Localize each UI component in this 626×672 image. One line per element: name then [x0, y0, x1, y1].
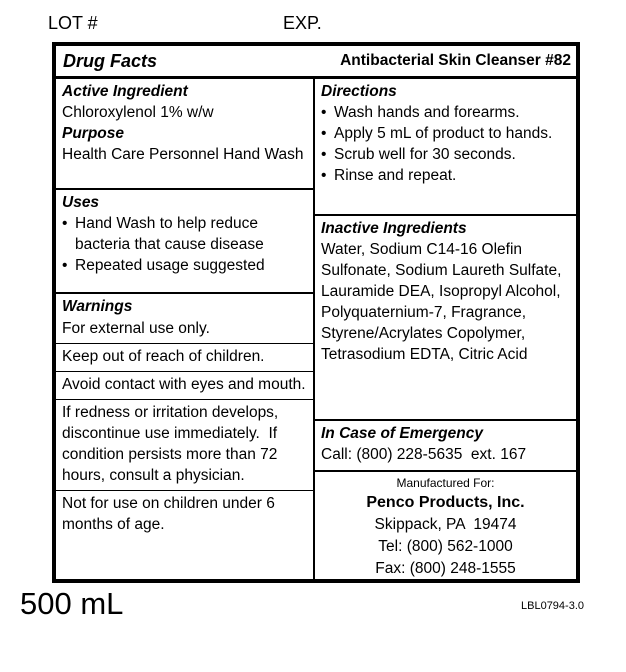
bullet-icon: • [62, 257, 68, 274]
uses-item [56, 213, 313, 255]
facts-columns [56, 79, 576, 579]
active-ingredient-section [56, 79, 313, 190]
drug-facts-header [56, 46, 576, 79]
directions-item [315, 102, 576, 123]
drug-facts-box [52, 42, 580, 583]
manufacturer-fax: Fax: (800) 248-1555 [375, 560, 516, 577]
directions-item-text: Rinse and repeat. [334, 167, 457, 184]
manufacturer-tel: Tel: (800) 562-1000 [378, 538, 513, 555]
uses-item-text: Hand Wash to help reduce bacteria that cause disease [75, 215, 264, 253]
directions-item [315, 144, 576, 165]
uses-item-text: Repeated usage suggested [75, 257, 265, 274]
emergency-section [315, 421, 576, 472]
bullet-icon: • [321, 167, 327, 184]
purpose-heading: Purpose [62, 125, 125, 142]
manufacturer-name: Penco Products, Inc. [366, 494, 525, 511]
directions-section [315, 79, 576, 216]
lot-label: LOT # [48, 13, 98, 33]
lot-exp-row [48, 13, 568, 34]
purpose-value: Health Care Personnel Hand Wash [62, 146, 304, 163]
directions-item [315, 165, 576, 186]
directions-item-text: Wash hands and forearms. [334, 104, 520, 121]
inactive-ingredients-heading: Inactive Ingredients [321, 220, 467, 237]
directions-heading: Directions [321, 83, 397, 100]
directions-item [315, 123, 576, 144]
bullet-icon: • [321, 125, 327, 142]
warning-statement: If redness or irritation develops, discontinue use immediately. If condition persists more than 72 hours, consult a physician. [56, 399, 313, 489]
uses-heading: Uses [62, 194, 100, 211]
label-code: LBL0794-3.0 [521, 600, 584, 612]
bullet-icon: • [62, 215, 68, 232]
bullet-icon: • [321, 146, 327, 163]
warnings-section [56, 294, 313, 579]
warning-statement: Keep out of reach of children. [56, 343, 313, 370]
directions-item-text: Apply 5 mL of product to hands. [334, 125, 553, 142]
left-column [56, 79, 315, 579]
active-ingredient-heading: Active Ingredient [62, 83, 188, 100]
warning-statement: For external use only. [62, 320, 210, 337]
uses-section [56, 190, 313, 294]
manufacturer-address: Skippack, PA 19474 [374, 516, 517, 533]
warnings-heading: Warnings [62, 298, 133, 315]
net-contents: 500 mL [20, 586, 124, 621]
inactive-ingredients-section [315, 216, 576, 421]
inactive-ingredients-text: Water, Sodium C14-16 Olefin Sulfonate, Sodium Laureth Sulfate, Lauramide DEA, Isopropyl Alcohol, Polyquaternium-7, Fragrance, Styrene/Acrylates Copolymer, Tetrasodium EDTA, Citric Acid [321, 241, 566, 363]
emergency-heading: In Case of Emergency [321, 425, 483, 442]
manufactured-for-label: Manufactured For: [396, 476, 495, 490]
bullet-icon: • [321, 104, 327, 121]
active-ingredient-value: Chloroxylenol 1% w/w [62, 104, 214, 121]
warning-statement: Not for use on children under 6 months of age. [56, 490, 313, 538]
uses-item [56, 255, 313, 276]
directions-item-text: Scrub well for 30 seconds. [334, 146, 516, 163]
manufacturer-section [315, 472, 576, 579]
right-column [315, 79, 576, 579]
product-name: Antibacterial Skin Cleanser #82 [340, 52, 571, 69]
drug-facts-title: Drug Facts [63, 50, 158, 71]
exp-label: EXP. [283, 13, 322, 33]
emergency-call-line: Call: (800) 228-5635 ext. 167 [321, 446, 527, 463]
warning-statement: Avoid contact with eyes and mouth. [56, 371, 313, 398]
